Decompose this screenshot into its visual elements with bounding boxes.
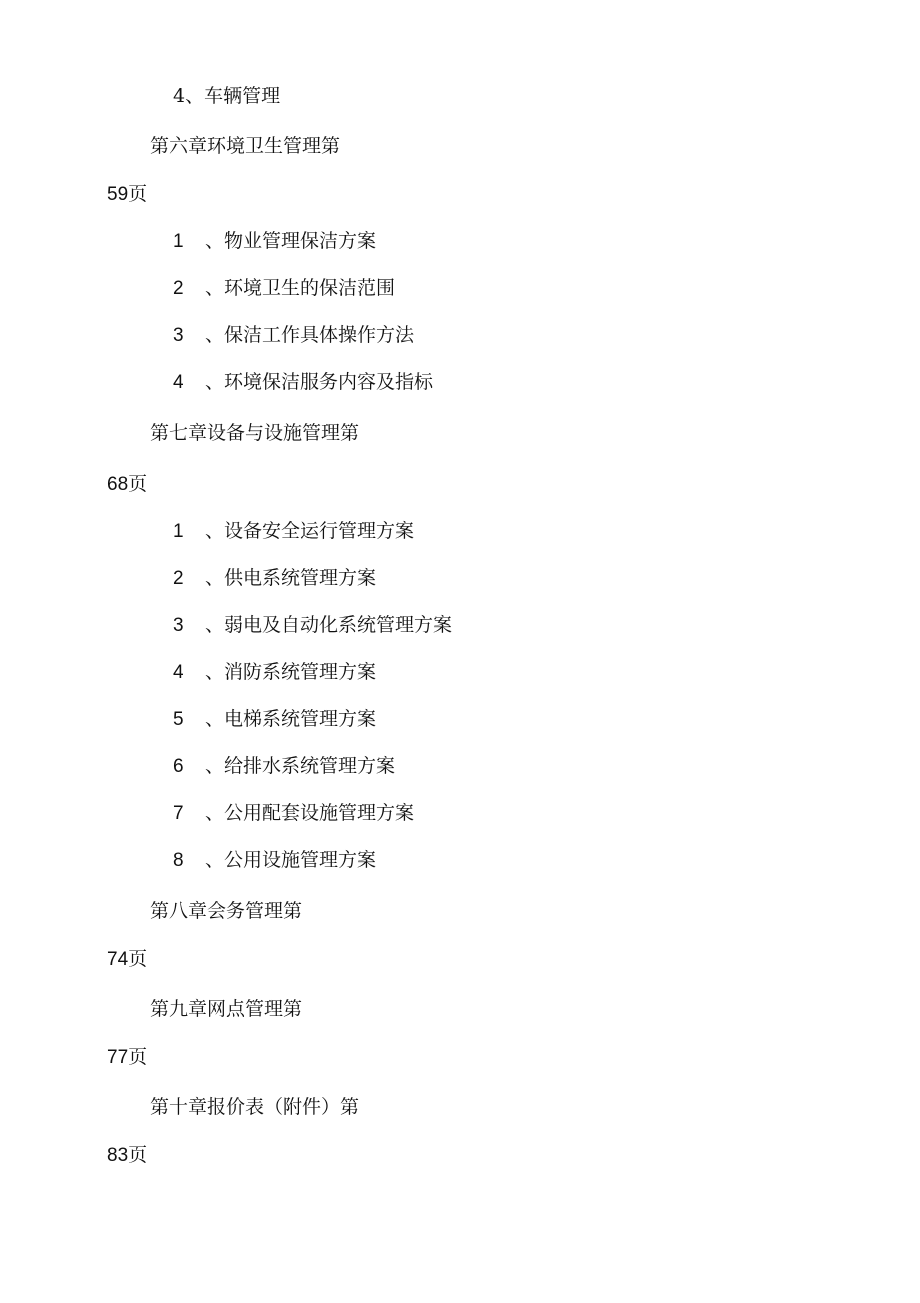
toc-item xyxy=(173,660,376,685)
chapter-7-title: 第七章设备与设施管理第 xyxy=(150,422,360,444)
item-number: 1 xyxy=(173,231,184,252)
item-number: 4 xyxy=(173,372,184,393)
chapter-10-title: 第十章报价表（附件）第 xyxy=(150,1096,360,1118)
page-unit: 页 xyxy=(128,183,148,205)
chapter-6-title: 第六章环境卫生管理第 xyxy=(150,135,341,157)
item-text: 、供电系统管理方案 xyxy=(205,567,377,589)
chapter-9-title: 第九章网点管理第 xyxy=(150,998,303,1020)
item-number: 2 xyxy=(173,278,184,299)
toc-item xyxy=(173,323,414,348)
item-number: 5 xyxy=(173,709,184,730)
page-number: 74 xyxy=(107,949,129,970)
item-number: 2 xyxy=(173,568,184,589)
page-unit: 页 xyxy=(128,1046,148,1068)
page-unit: 页 xyxy=(128,473,148,495)
item-text: 、弱电及自动化系统管理方案 xyxy=(205,614,453,636)
item-number: 3 xyxy=(173,325,184,346)
toc-item-vehicle-management: 4、车辆管理 xyxy=(173,85,281,107)
item-number: 4 xyxy=(173,662,184,683)
item-text: 、消防系统管理方案 xyxy=(205,661,377,683)
page-number: 77 xyxy=(107,1047,129,1068)
toc-item xyxy=(173,707,376,732)
page-unit: 页 xyxy=(128,1144,148,1166)
chapter-9-page xyxy=(107,1045,147,1070)
toc-item xyxy=(173,848,376,873)
item-number: 7 xyxy=(173,803,184,824)
item-text: 、环境保洁服务内容及指标 xyxy=(205,371,434,393)
page-number: 83 xyxy=(107,1145,129,1166)
toc-item xyxy=(173,370,433,395)
toc-item xyxy=(173,519,414,544)
item-number: 1 xyxy=(173,521,184,542)
item-text: 、物业管理保洁方案 xyxy=(205,230,377,252)
toc-item xyxy=(173,754,395,779)
item-text: 、公用设施管理方案 xyxy=(205,849,377,871)
page-number: 68 xyxy=(107,474,129,495)
toc-item xyxy=(173,566,376,591)
chapter-8-page xyxy=(107,947,147,972)
chapter-6-page xyxy=(107,182,147,207)
toc-item xyxy=(173,276,395,301)
item-number: 6 xyxy=(173,756,184,777)
chapter-8-title: 第八章会务管理第 xyxy=(150,900,303,922)
item-text: 、设备安全运行管理方案 xyxy=(205,520,415,542)
item-number: 3 xyxy=(173,615,184,636)
item-text: 、保洁工作具体操作方法 xyxy=(205,324,415,346)
toc-item xyxy=(173,613,452,638)
item-number: 8 xyxy=(173,850,184,871)
item-text: 、给排水系统管理方案 xyxy=(205,755,396,777)
item-text: 、公用配套设施管理方案 xyxy=(205,802,415,824)
toc-item xyxy=(173,229,376,254)
chapter-10-page xyxy=(107,1143,147,1168)
page-unit: 页 xyxy=(128,948,148,970)
page-number: 59 xyxy=(107,184,129,205)
chapter-7-page xyxy=(107,472,147,497)
item-text: 、环境卫生的保洁范围 xyxy=(205,277,396,299)
toc-item xyxy=(173,801,414,826)
item-text: 、电梯系统管理方案 xyxy=(205,708,377,730)
